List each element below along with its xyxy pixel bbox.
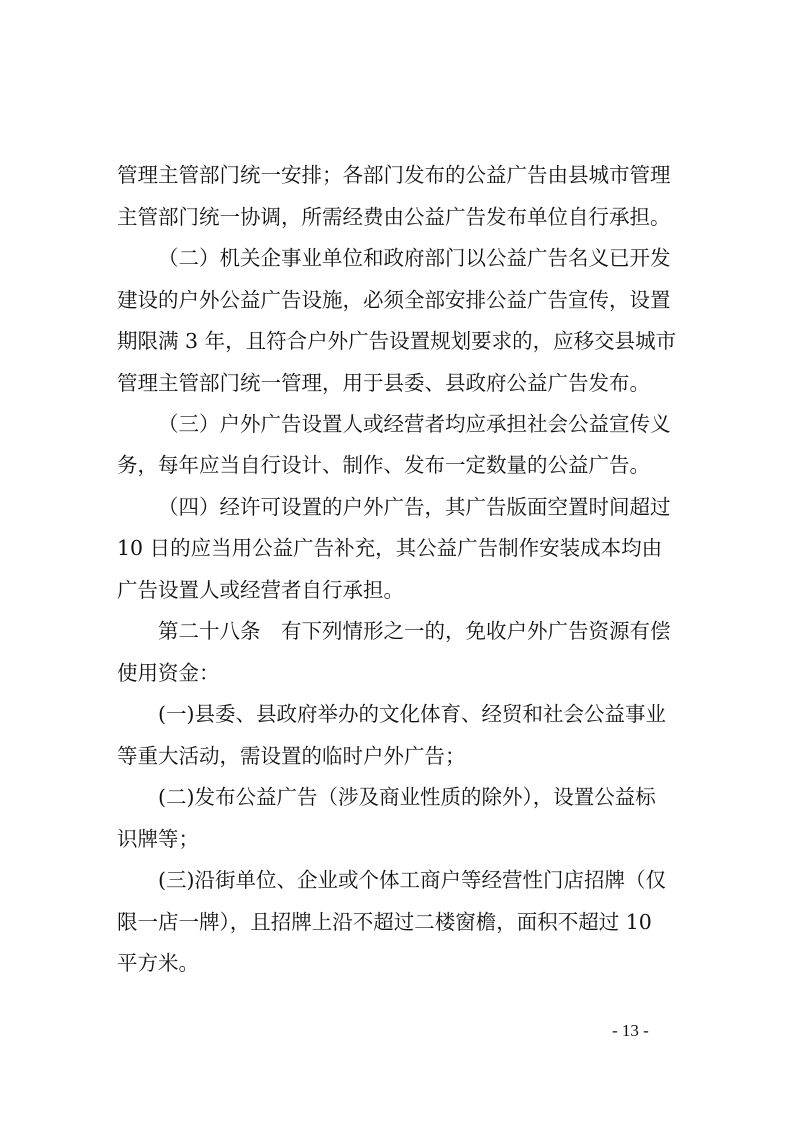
body-text-line: 10 日的应当用公益广告补充，其公益广告制作安装成本均由 bbox=[117, 536, 663, 560]
body-text-line: 等重大活动，需设置的临时户外广告； bbox=[117, 744, 466, 768]
body-text-line: 建设的户外公益广告设施，必须全部安排公益广告宣传，设置 bbox=[117, 288, 671, 312]
body-text-line: 主管部门统一协调，所需经费由公益广告发布单位自行承担。 bbox=[117, 205, 671, 229]
article-28-heading-line: 第二十八条 有下列情形之一的，免收户外广告资源有偿 bbox=[158, 619, 671, 643]
body-text-line: 务，每年应当自行设计、制作、发布一定数量的公益广告。 bbox=[117, 453, 650, 477]
body-text-line: 期限满 3 年，且符合户外广告设置规划要求的，应移交县城市 bbox=[117, 329, 677, 353]
exemption-item-2-line: (二)发布公益广告（涉及商业性质的除外），设置公益标 bbox=[158, 785, 656, 809]
body-text-line: 使用资金： bbox=[117, 661, 220, 685]
body-text-line: 管理主管部门统一安排；各部门发布的公益广告由县城市管理 bbox=[117, 163, 671, 187]
body-text-line: 平方米。 bbox=[117, 951, 199, 975]
exemption-item-1-line: (一)县委、县政府举办的文化体育、经贸和社会公益事业 bbox=[158, 702, 666, 726]
body-text-line: 限一店一牌），且招牌上沿不超过二楼窗檐，面积不超过 10 bbox=[117, 910, 652, 934]
paragraph-heading-2-line: （二）机关企事业单位和政府部门以公益广告名义已开发 bbox=[158, 246, 671, 270]
body-text-line: 管理主管部门统一管理，用于县委、县政府公益广告发布。 bbox=[117, 371, 650, 395]
paragraph-heading-3-line: （三）户外广告设置人或经营者均应承担社会公益宣传义 bbox=[158, 412, 671, 436]
paragraph-heading-4-line: （四）经许可设置的户外广告，其广告版面空置时间超过 bbox=[158, 495, 671, 519]
exemption-item-3-line: (三)沿街单位、企业或个体工商户等经营性门店招牌（仅 bbox=[158, 868, 666, 892]
page-number: - 13 - bbox=[612, 1021, 649, 1040]
body-text-line: 识牌等； bbox=[117, 827, 199, 851]
body-text-line: 广告设置人或经营者自行承担。 bbox=[117, 578, 404, 602]
